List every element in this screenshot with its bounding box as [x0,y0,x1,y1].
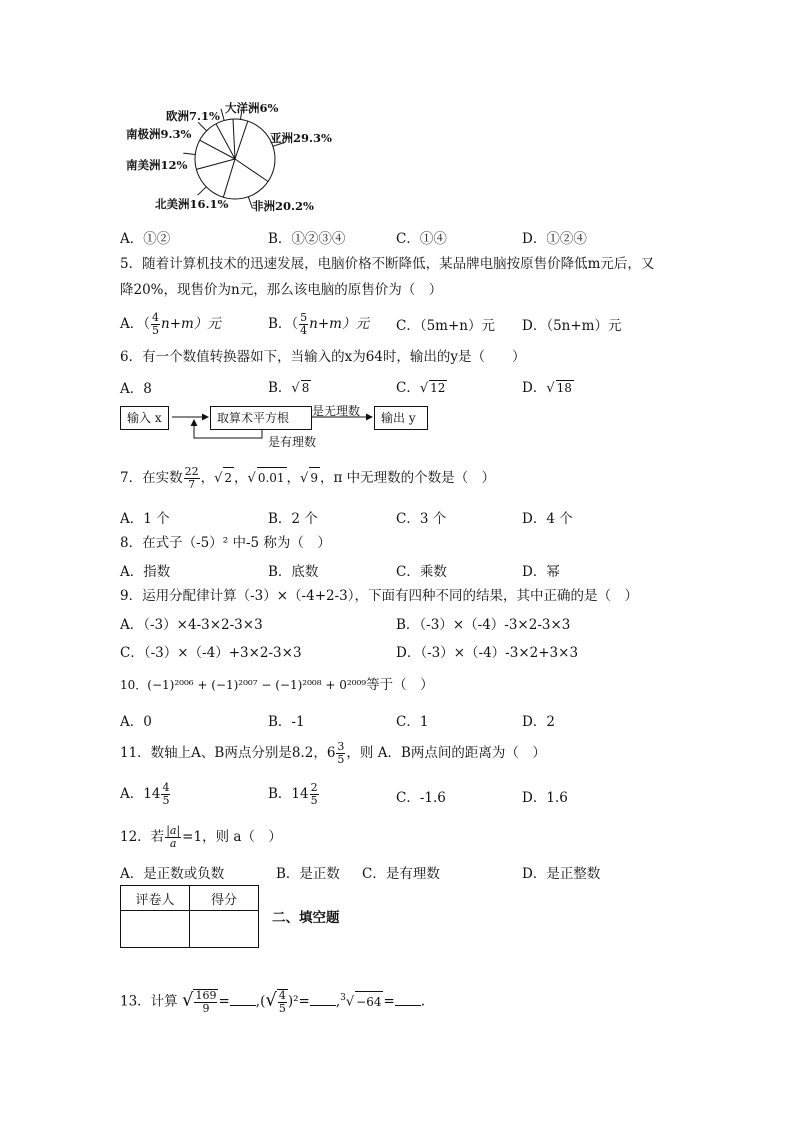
q5-text-line1: 5．随着计算机技术的迅速发展，电脑价格不断降低，某品牌电脑按原售价降低m元后，又 [120,256,655,272]
flow-process-box: 取算术平方根 [210,406,312,430]
answer-blank-3[interactable] [395,993,421,1006]
q10-option-a[interactable]: A．0 [120,714,152,730]
flow-output-box: 输出 y [374,406,428,430]
q12-option-b[interactable]: B．是正数 [276,866,340,882]
q4-option-c[interactable]: C．①④ [396,231,447,247]
fraction: $\frac{4}{5}$ [152,311,159,337]
pie-leader-南美洲 [183,153,195,154]
q7-option-a[interactable]: A．1 个 [120,511,170,527]
q10-option-c[interactable]: C．1 [396,714,429,730]
q8-option-b[interactable]: B．底数 [268,564,319,580]
grader-column-header: 评卷人 [121,886,190,911]
q9-option-b[interactable]: B．（-3）×（-4）-3×2-3×3 [396,617,571,633]
fraction: $\frac{2}{5}$ [310,781,318,807]
answer-blank-1[interactable] [230,993,256,1006]
q9-option-d[interactable]: D．（-3）×（-4）-3×2+3×3 [396,645,579,661]
flow-irrational-label: 是无理数 [312,404,361,418]
q5-option-b[interactable]: B．（ $\frac{5}{4}$ n+m）元 [268,311,369,337]
flow-input-box: 输入 x [120,406,169,430]
score-column-header: 得分 [190,886,259,911]
q12-option-d[interactable]: D．是正整数 [522,866,601,882]
q4-option-a[interactable]: A．①② [120,231,171,247]
q9-text: 9．运用分配律计算（-3）×（-4+2-3），下面有四种不同的结果，其中正确的是（ ） [120,588,639,604]
q8-option-a[interactable]: A．指数 [120,564,171,580]
fraction: $\frac{4}{5}$ [278,988,286,1015]
q5-option-a[interactable]: A．（ $\frac{4}{5}$ n+m）元 [120,311,221,337]
pie-leader-欧洲 [221,109,224,121]
q5-option-d[interactable]: D．（5n+m）元 [522,318,622,334]
answer-blank-2[interactable] [310,993,336,1006]
q10-option-b[interactable]: B．-1 [268,714,305,730]
conversion-flow-diagram [118,400,438,450]
pie-leader-北美洲 [198,187,207,195]
q6-text: 6．有一个数值转换器如下，当输入的x为64时，输出的y是（ ） [120,349,526,365]
q5-text-line2: 降20%，现售价为n元，那么该电脑的原售价为（ ） [120,282,443,298]
q7-text: 7．在实数 $\frac{22}{7}$ ，√ 2 ，√ 0.01 ，√ 9 ，π 中无理数的个数是（ ） [120,465,496,491]
q10-option-d[interactable]: D．2 [522,714,555,730]
grader-score-table [120,885,259,948]
q6-option-b[interactable]: B．√ 8 [268,380,310,396]
q5-option-c[interactable]: C．（5m+n）元 [396,318,495,334]
pie-label-africa: 非洲20.2% [252,199,314,213]
q11-option-c[interactable]: C．-1.6 [396,790,446,806]
q11-text: 11．数轴上A、B两点分别是8.2，6 $\frac{3}{5}$ ，则 A．B两点间的距离为（ ） [120,740,546,766]
q12-option-a[interactable]: A．是正数或负数 [120,866,225,882]
q9-option-a[interactable]: A．（-3）×4-3×2-3×3 [120,617,263,633]
pie-label-oceania: 大洋洲6% [225,101,279,115]
q6-option-d[interactable]: D．√ 18 [522,380,572,396]
flow-rational-label: 是有理数 [268,435,317,449]
grader-cell[interactable] [121,911,190,948]
section-heading-fill-in: 二、填空题 [272,910,340,926]
q12-option-c[interactable]: C．是有理数 [362,866,440,882]
fraction: $\frac{3}{5}$ [337,740,345,766]
pie-label-south-america: 南美洲12% [126,158,188,172]
fraction: $\frac{169}{9}$ [195,988,217,1015]
pie-label-europe: 欧洲7.1% [166,109,220,123]
q8-option-d[interactable]: D．幂 [522,564,560,580]
q8-text: 8．在式子（-5）² 中-5 称为（ ） [120,535,331,551]
q11-option-d[interactable]: D．1.6 [522,790,568,806]
fraction: $\frac{|a|}{a}$ [166,824,181,850]
q7-option-b[interactable]: B．2 个 [268,511,318,527]
pie-label-north-america: 北美洲16.1% [155,197,229,211]
question-13: 13．计算 √ $\frac{169}{9}$ = ,(√ $\frac{4}{5}$ )²= ,$^3$√ −64 = . [120,988,426,1015]
q4-option-b[interactable]: B．①②③④ [268,231,346,247]
pie-label-asia: 亚洲29.3% [270,131,332,145]
continent-pie-chart [120,96,360,214]
q7-option-c[interactable]: C．3 个 [396,511,447,527]
q12-text: 12．若 $\frac{|a|}{a}$ =1，则 a（ ） [120,824,282,850]
q4-option-d[interactable]: D．①②④ [522,231,587,247]
q9-option-c[interactable]: C．（-3）×（-4）+3×2-3×3 [120,645,302,661]
fraction: $\frac{22}{7}$ [184,465,199,491]
q6-option-c[interactable]: C．√ 12 [396,380,446,396]
q10-text: 10．(−1)²⁰⁰⁶ + (−1)²⁰⁰⁷ − (−1)²⁰⁰⁸ + 0²⁰⁰⁹等于（ ） [120,677,434,693]
fraction: $\frac{5}{4}$ [300,311,308,337]
q11-option-a[interactable]: A．14 $\frac{4}{5}$ [120,781,170,807]
q6-option-a[interactable]: A．8 [120,381,152,397]
q8-option-c[interactable]: C．乘数 [396,564,447,580]
pie-label-antarctica: 南极洲9.3% [126,127,192,141]
fraction: $\frac{4}{5}$ [162,781,170,807]
score-cell[interactable] [190,911,259,948]
q7-option-d[interactable]: D．4 个 [522,511,573,527]
q11-option-b[interactable]: B．14 $\frac{2}{5}$ [268,781,318,807]
